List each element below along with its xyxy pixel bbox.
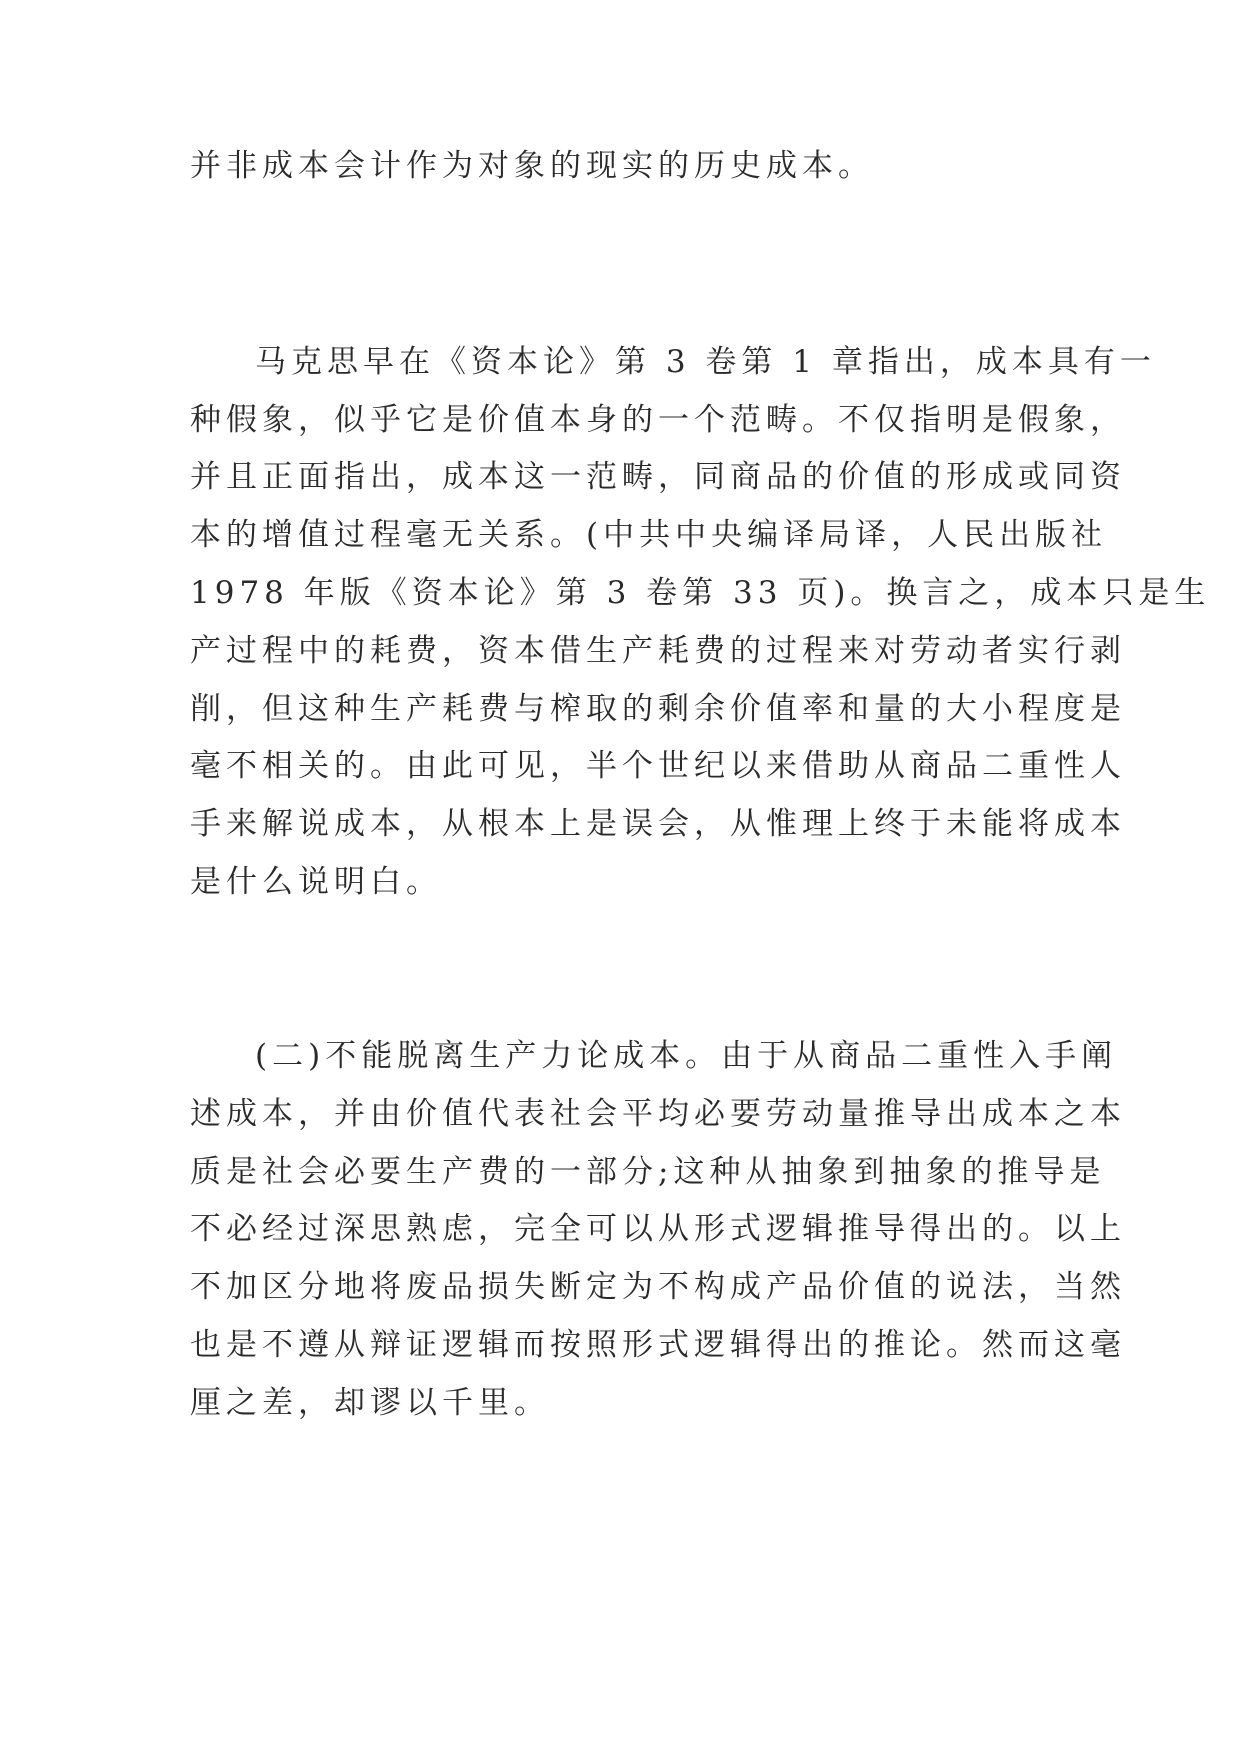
- text-line: 并且正面指出，成本这一范畴，同商品的价值的形成或同资: [190, 459, 1126, 495]
- text-line: 是什么说明白。: [190, 864, 442, 900]
- text-line: 削，但这种生产耗费与榨取的剩余价值率和量的大小程度是: [190, 691, 1126, 727]
- text-line: 述成本，并由价值代表社会平均必要劳动量推导出成本之本: [190, 1096, 1126, 1132]
- text-line: 质是社会必要生产费的一部分;这种从抽象到抽象的推导是: [190, 1154, 1106, 1190]
- text-line: 本的增值过程毫无关系。(中共中央编译局译，人民出版社: [190, 517, 1108, 553]
- text-line: 手来解说成本，从根本上是误会，从惟理上终于未能将成本: [190, 806, 1126, 842]
- text-line: 厘之差，却谬以千里。: [190, 1385, 550, 1421]
- text-line: 1978 年版《资本论》第 3 卷第 33 页)。换言之，成本只是生: [190, 575, 1211, 611]
- text-line: 种假象，似乎它是价值本身的一个范畴。不仅指明是假象，: [190, 402, 1126, 438]
- text-line: 也是不遵从辩证逻辑而按照形式逻辑得出的推论。然而这毫: [190, 1327, 1126, 1363]
- text-line: 不加区分地将废品损失断定为不构成产品价值的说法，当然: [190, 1269, 1126, 1305]
- text-line: (二)不能脱离生产力论成本。由于从商品二重性入手阐: [255, 1038, 1118, 1074]
- text-line: 不必经过深思熟虑，完全可以从形式逻辑推导得出的。以上: [190, 1211, 1126, 1247]
- text-line: 马克思早在《资本论》第 3 卷第 1 章指出，成本具有一: [255, 344, 1156, 380]
- text-line: 产过程中的耗费，资本借生产耗费的过程来对劳动者实行剥: [190, 633, 1126, 669]
- text-line: 并非成本会计作为对象的现实的历史成本。: [190, 148, 874, 184]
- text-line: 毫不相关的。由此可见，半个世纪以来借助从商品二重性人: [190, 748, 1126, 784]
